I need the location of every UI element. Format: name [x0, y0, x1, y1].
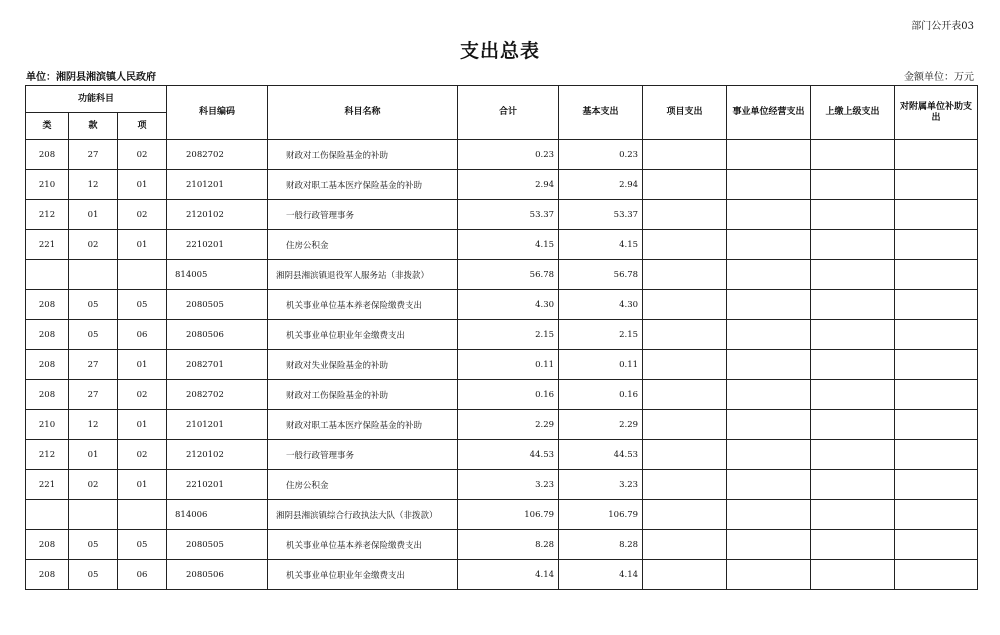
table-row	[26, 230, 978, 260]
cell-business	[727, 260, 811, 290]
cell-name: 财政对工伤保险基金的补助	[268, 140, 458, 170]
cell-xiang: 05	[118, 290, 167, 320]
cell-project	[643, 500, 727, 530]
cell-basic: 56.78	[559, 260, 643, 290]
table-row	[26, 350, 978, 380]
cell-project	[643, 350, 727, 380]
cell-name: 住房公积金	[268, 470, 458, 500]
cell-kuan: 27	[69, 350, 118, 380]
cell-upper	[811, 140, 895, 170]
cell-subsidy	[895, 230, 978, 260]
cell-lei: 221	[26, 230, 69, 260]
cell-upper	[811, 500, 895, 530]
cell-upper	[811, 230, 895, 260]
expenditure-summary-table	[25, 85, 978, 590]
table-row	[26, 560, 978, 590]
cell-kuan: 01	[69, 440, 118, 470]
header-subject-code: 科目编码	[167, 86, 268, 140]
header-basic-expenditure: 基本支出	[559, 86, 643, 140]
cell-kuan: 27	[69, 140, 118, 170]
cell-kuan: 02	[69, 230, 118, 260]
cell-kuan: 01	[69, 200, 118, 230]
cell-lei: 208	[26, 380, 69, 410]
cell-xiang: 01	[118, 170, 167, 200]
cell-lei: 210	[26, 170, 69, 200]
cell-subsidy	[895, 380, 978, 410]
cell-kuan	[69, 260, 118, 290]
cell-lei: 208	[26, 140, 69, 170]
cell-total: 3.23	[458, 470, 559, 500]
cell-project	[643, 260, 727, 290]
cell-name: 财政对职工基本医疗保险基金的补助	[268, 410, 458, 440]
header-project-expenditure: 项目支出	[643, 86, 727, 140]
cell-project	[643, 170, 727, 200]
cell-total: 2.15	[458, 320, 559, 350]
cell-code: 2101201	[167, 170, 268, 200]
cell-xiang: 01	[118, 410, 167, 440]
cell-basic: 4.15	[559, 230, 643, 260]
cell-code: 2080506	[167, 560, 268, 590]
cell-total: 4.15	[458, 230, 559, 260]
cell-name: 一般行政管理事务	[268, 440, 458, 470]
table-row	[26, 470, 978, 500]
cell-code: 2120102	[167, 440, 268, 470]
cell-code: 2120102	[167, 200, 268, 230]
cell-name: 湘阴县湘滨镇综合行政执法大队（非拨款）	[268, 500, 458, 530]
table-number-label: 部门公开表03	[911, 21, 974, 32]
cell-business	[727, 500, 811, 530]
cell-xiang: 06	[118, 560, 167, 590]
cell-code: 2080506	[167, 320, 268, 350]
cell-code: 2080505	[167, 290, 268, 320]
cell-total: 8.28	[458, 530, 559, 560]
cell-basic: 0.16	[559, 380, 643, 410]
cell-lei: 208	[26, 320, 69, 350]
cell-xiang: 02	[118, 140, 167, 170]
cell-lei	[26, 500, 69, 530]
cell-business	[727, 380, 811, 410]
cell-xiang: 06	[118, 320, 167, 350]
cell-subsidy	[895, 470, 978, 500]
page-title: 支出总表	[459, 40, 540, 62]
cell-subsidy	[895, 560, 978, 590]
cell-total: 53.37	[458, 200, 559, 230]
table-row	[26, 380, 978, 410]
cell-project	[643, 140, 727, 170]
header-subsidy: 对附属单位补助支出	[895, 86, 978, 140]
cell-lei: 208	[26, 350, 69, 380]
cell-project	[643, 440, 727, 470]
header-function-subject: 功能科目	[26, 86, 167, 113]
cell-total: 56.78	[458, 260, 559, 290]
cell-business	[727, 320, 811, 350]
cell-project	[643, 470, 727, 500]
cell-total: 0.23	[458, 140, 559, 170]
cell-xiang: 01	[118, 230, 167, 260]
cell-basic: 2.15	[559, 320, 643, 350]
cell-name: 机关事业单位职业年金缴费支出	[268, 320, 458, 350]
cell-code: 2210201	[167, 470, 268, 500]
cell-lei: 221	[26, 470, 69, 500]
cell-upper	[811, 350, 895, 380]
cell-business	[727, 350, 811, 380]
cell-code: 2210201	[167, 230, 268, 260]
cell-basic: 53.37	[559, 200, 643, 230]
cell-total: 4.30	[458, 290, 559, 320]
cell-name: 机关事业单位基本养老保险缴费支出	[268, 290, 458, 320]
table-row	[26, 320, 978, 350]
cell-project	[643, 320, 727, 350]
cell-subsidy	[895, 440, 978, 470]
cell-kuan: 12	[69, 170, 118, 200]
cell-kuan: 05	[69, 320, 118, 350]
cell-subsidy	[895, 290, 978, 320]
header-total: 合计	[458, 86, 559, 140]
cell-project	[643, 560, 727, 590]
cell-subsidy	[895, 170, 978, 200]
cell-subsidy	[895, 320, 978, 350]
cell-total: 0.11	[458, 350, 559, 380]
header-xiang: 项	[118, 113, 167, 140]
cell-name: 财政对失业保险基金的补助	[268, 350, 458, 380]
cell-kuan: 05	[69, 290, 118, 320]
cell-lei: 208	[26, 290, 69, 320]
cell-upper	[811, 560, 895, 590]
cell-kuan: 12	[69, 410, 118, 440]
cell-basic: 0.11	[559, 350, 643, 380]
cell-lei: 212	[26, 440, 69, 470]
cell-name: 财政对职工基本医疗保险基金的补助	[268, 170, 458, 200]
cell-code: 2080505	[167, 530, 268, 560]
cell-project	[643, 530, 727, 560]
cell-upper	[811, 260, 895, 290]
cell-basic: 2.29	[559, 410, 643, 440]
cell-subsidy	[895, 530, 978, 560]
table-row	[26, 260, 978, 290]
cell-subsidy	[895, 350, 978, 380]
cell-business	[727, 200, 811, 230]
cell-upper	[811, 290, 895, 320]
table-row	[26, 140, 978, 170]
cell-upper	[811, 440, 895, 470]
cell-basic: 0.23	[559, 140, 643, 170]
cell-xiang: 01	[118, 350, 167, 380]
cell-business	[727, 530, 811, 560]
amount-unit-label: 金额单位：万元	[904, 72, 974, 83]
table-row	[26, 530, 978, 560]
table-row	[26, 290, 978, 320]
cell-subsidy	[895, 140, 978, 170]
cell-total: 106.79	[458, 500, 559, 530]
cell-total: 4.14	[458, 560, 559, 590]
cell-code: 814006	[167, 500, 268, 530]
cell-basic: 3.23	[559, 470, 643, 500]
header-business-expenditure: 事业单位经营支出	[727, 86, 811, 140]
cell-project	[643, 290, 727, 320]
table-row	[26, 500, 978, 530]
cell-subsidy	[895, 260, 978, 290]
cell-upper	[811, 200, 895, 230]
cell-lei: 210	[26, 410, 69, 440]
cell-project	[643, 410, 727, 440]
cell-xiang: 01	[118, 470, 167, 500]
header-subject-name: 科目名称	[268, 86, 458, 140]
cell-project	[643, 230, 727, 260]
cell-xiang: 02	[118, 200, 167, 230]
cell-project	[643, 200, 727, 230]
cell-kuan: 27	[69, 380, 118, 410]
cell-upper	[811, 170, 895, 200]
cell-xiang: 02	[118, 380, 167, 410]
header-upper-payment: 上缴上级支出	[811, 86, 895, 140]
cell-kuan	[69, 500, 118, 530]
cell-total: 44.53	[458, 440, 559, 470]
table-row	[26, 170, 978, 200]
cell-upper	[811, 410, 895, 440]
cell-subsidy	[895, 500, 978, 530]
cell-lei: 212	[26, 200, 69, 230]
cell-business	[727, 560, 811, 590]
cell-subsidy	[895, 200, 978, 230]
cell-xiang: 02	[118, 440, 167, 470]
cell-business	[727, 290, 811, 320]
cell-upper	[811, 380, 895, 410]
cell-xiang	[118, 260, 167, 290]
table-row	[26, 200, 978, 230]
cell-name: 湘阴县湘滨镇退役军人服务站（非拨款）	[268, 260, 458, 290]
cell-name: 机关事业单位职业年金缴费支出	[268, 560, 458, 590]
cell-kuan: 05	[69, 530, 118, 560]
cell-basic: 4.30	[559, 290, 643, 320]
cell-business	[727, 470, 811, 500]
cell-basic: 4.14	[559, 560, 643, 590]
cell-business	[727, 410, 811, 440]
table-row	[26, 440, 978, 470]
cell-basic: 106.79	[559, 500, 643, 530]
cell-upper	[811, 470, 895, 500]
cell-total: 2.29	[458, 410, 559, 440]
cell-subsidy	[895, 410, 978, 440]
unit-name-label: 单位：湘阴县湘滨镇人民政府	[26, 72, 156, 83]
header-lei: 类	[26, 113, 69, 140]
cell-project	[643, 380, 727, 410]
cell-code: 2082702	[167, 380, 268, 410]
cell-code: 2082701	[167, 350, 268, 380]
cell-lei: 208	[26, 560, 69, 590]
cell-code: 2082702	[167, 140, 268, 170]
cell-name: 住房公积金	[268, 230, 458, 260]
cell-business	[727, 440, 811, 470]
cell-business	[727, 170, 811, 200]
cell-basic: 8.28	[559, 530, 643, 560]
cell-name: 一般行政管理事务	[268, 200, 458, 230]
cell-basic: 44.53	[559, 440, 643, 470]
cell-name: 机关事业单位基本养老保险缴费支出	[268, 530, 458, 560]
cell-upper	[811, 530, 895, 560]
cell-xiang	[118, 500, 167, 530]
cell-basic: 2.94	[559, 170, 643, 200]
cell-code: 814005	[167, 260, 268, 290]
cell-upper	[811, 320, 895, 350]
cell-code: 2101201	[167, 410, 268, 440]
cell-total: 2.94	[458, 170, 559, 200]
cell-xiang: 05	[118, 530, 167, 560]
cell-kuan: 05	[69, 560, 118, 590]
cell-total: 0.16	[458, 380, 559, 410]
header-kuan: 款	[69, 113, 118, 140]
cell-lei	[26, 260, 69, 290]
cell-lei: 208	[26, 530, 69, 560]
cell-business	[727, 230, 811, 260]
cell-name: 财政对工伤保险基金的补助	[268, 380, 458, 410]
table-row	[26, 410, 978, 440]
cell-business	[727, 140, 811, 170]
cell-kuan: 02	[69, 470, 118, 500]
